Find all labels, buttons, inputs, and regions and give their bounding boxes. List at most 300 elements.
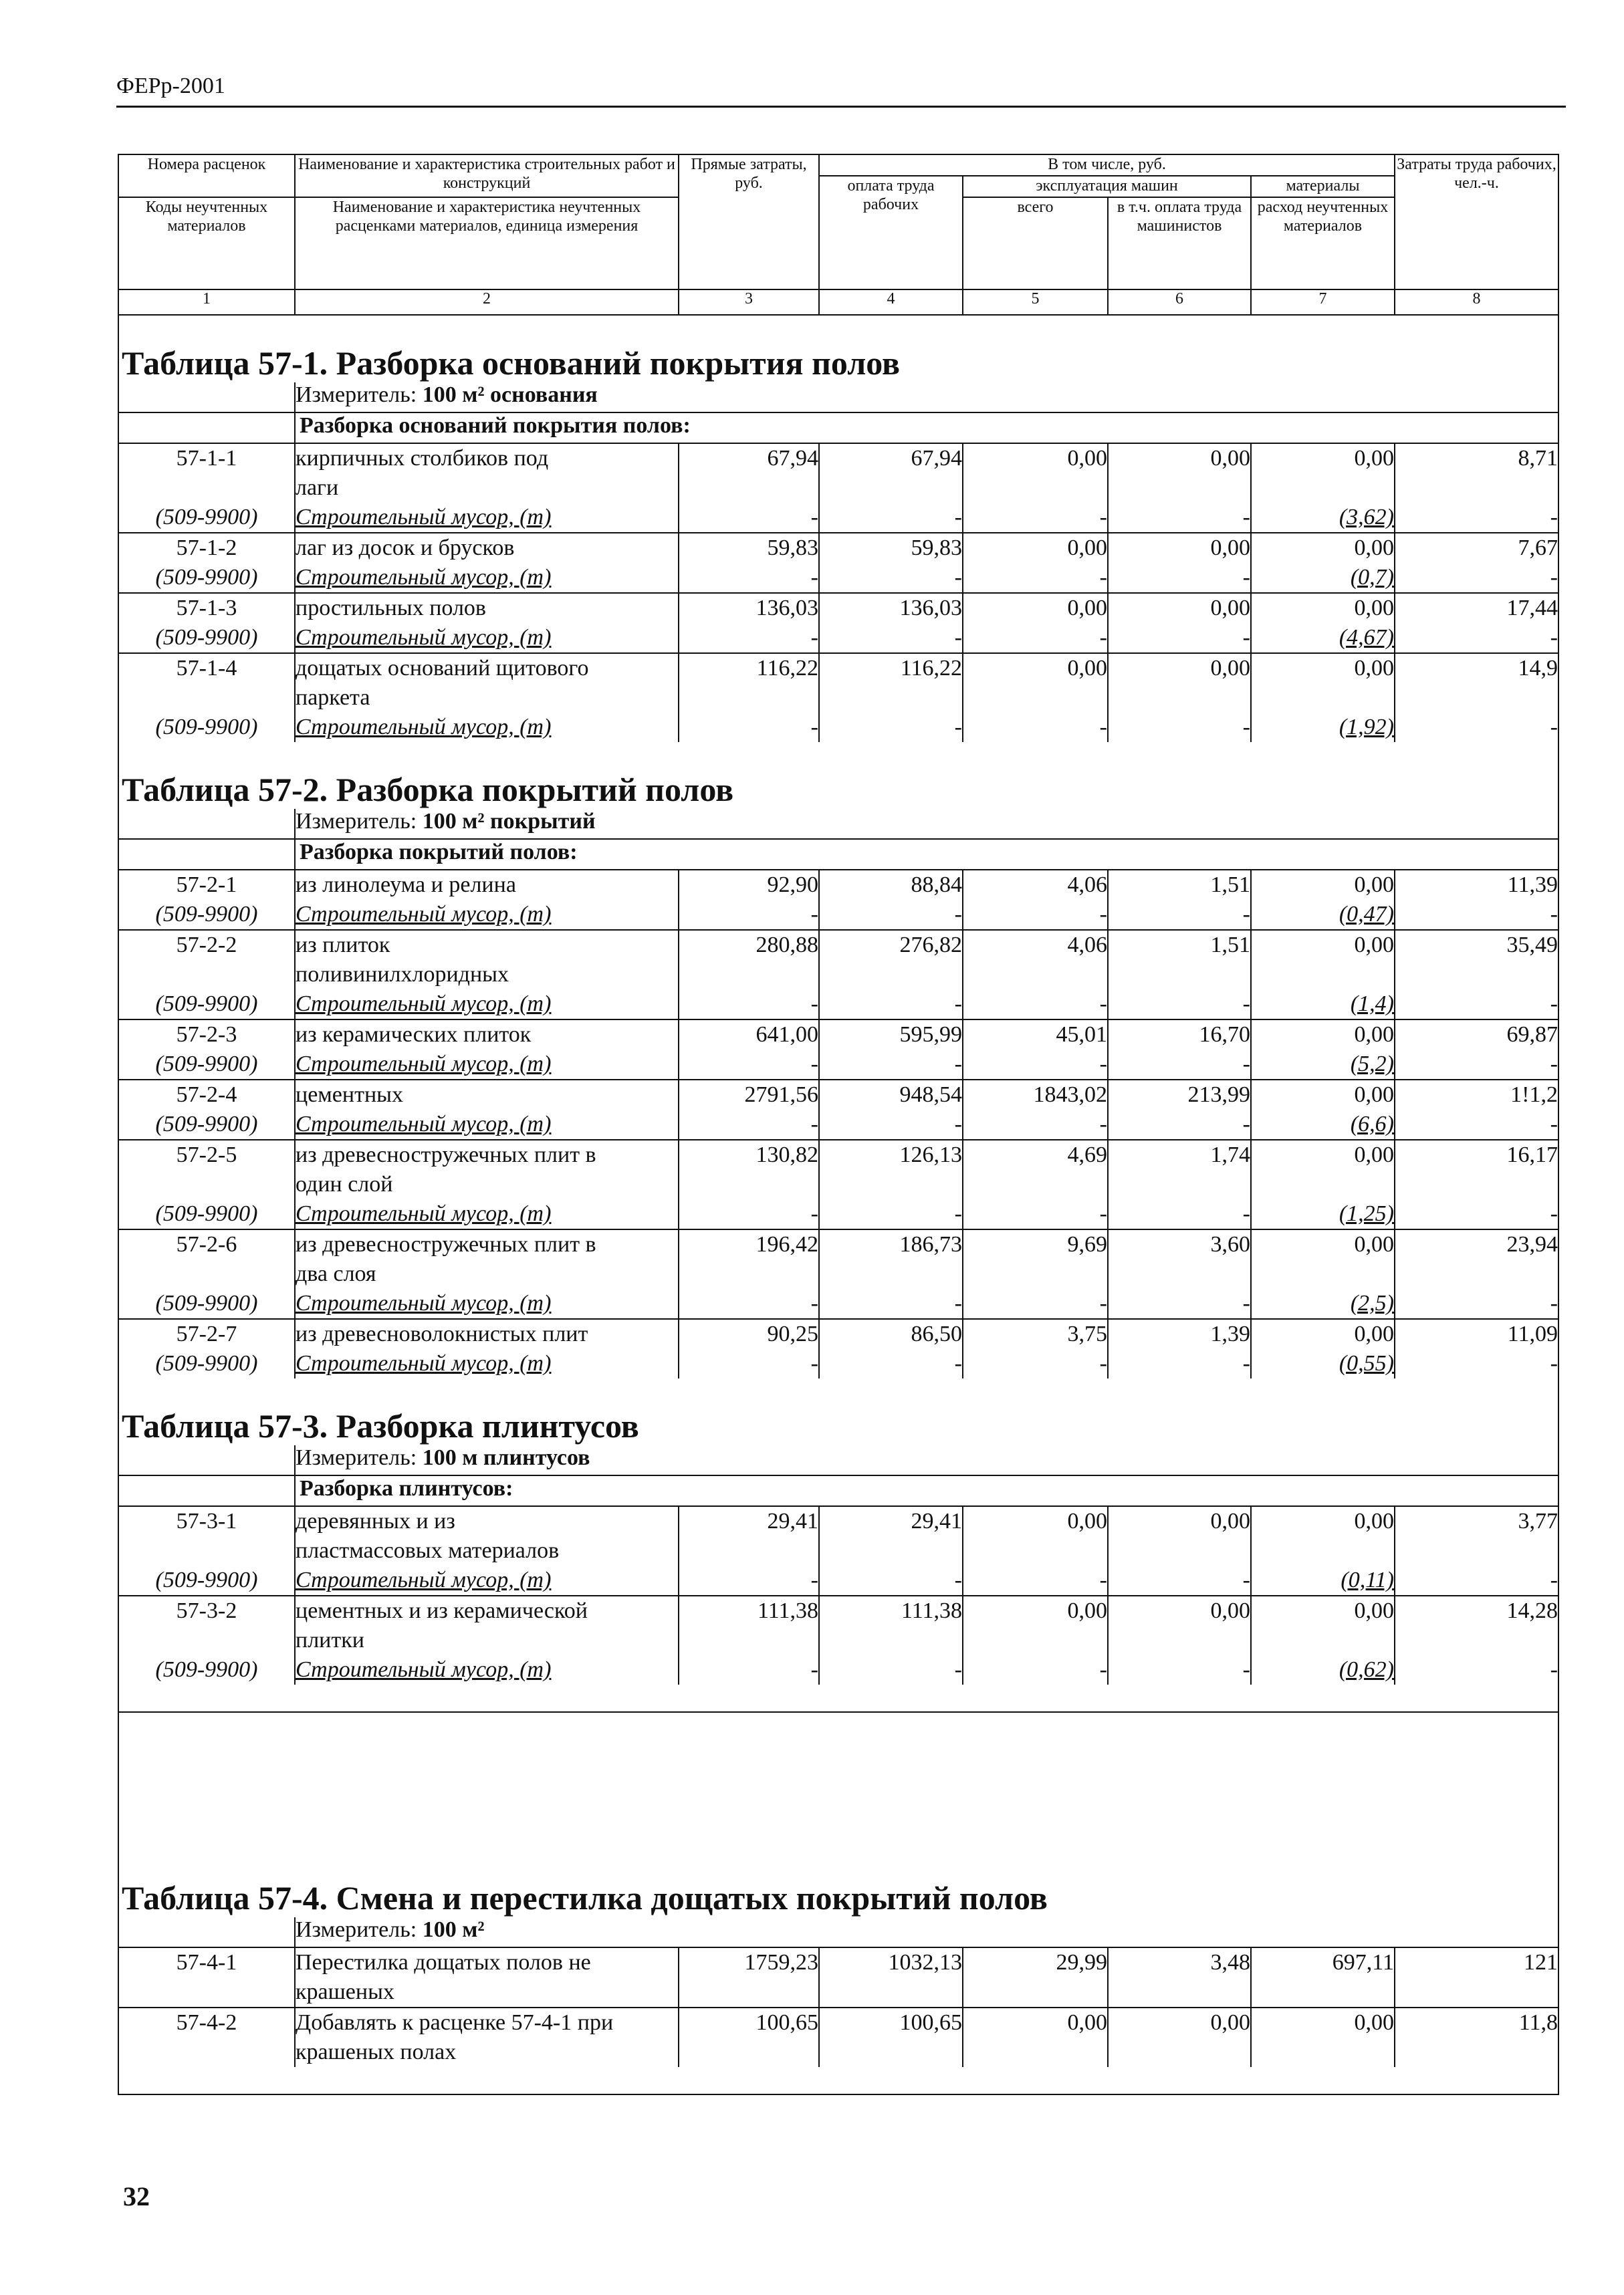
value-cell (679, 1319, 819, 1349)
value-cell (1251, 1947, 1395, 2008)
rate-code (118, 1596, 295, 1655)
value-text: - (810, 1052, 818, 1076)
value-cell (1395, 653, 1558, 713)
value-text: - (954, 991, 962, 1016)
value-text: 1,74 (1210, 1142, 1250, 1167)
code-text: 57-2-2 (176, 933, 237, 957)
work-name (295, 1229, 679, 1289)
value-cell (963, 1080, 1108, 1110)
table-title-row (118, 1399, 1558, 1445)
value-cell (679, 1050, 819, 1080)
material-name (295, 623, 679, 653)
value-cell (1395, 900, 1558, 930)
code-text: 57-3-2 (176, 1598, 237, 1623)
value-cell (963, 900, 1108, 930)
code-text: (509-9900) (155, 1291, 258, 1316)
value-text: 0,00 (1354, 1509, 1394, 1534)
spacer-cell (118, 1712, 1558, 1870)
name-line: из плиток (296, 933, 390, 957)
material-name (295, 1566, 679, 1596)
value-text: 0,00 (1354, 2010, 1394, 2035)
value-text: 16,17 (1506, 1142, 1558, 1167)
material-row (118, 563, 1558, 593)
value-text: - (810, 1112, 818, 1136)
value-text: - (1242, 1568, 1250, 1592)
value-text: - (1242, 505, 1250, 529)
header-materials: материалы (1251, 176, 1395, 197)
value-text: (0,62) (1339, 1657, 1394, 1682)
value-cell (819, 1140, 963, 1199)
value-cell (1108, 1947, 1251, 2008)
work-name (295, 1140, 679, 1199)
value-cell (1251, 503, 1395, 533)
value-cell (679, 870, 819, 900)
table-spacer (118, 1712, 1558, 1870)
value-text: - (954, 1112, 962, 1136)
value-cell (679, 900, 819, 930)
work-name (295, 653, 679, 713)
value-text: - (954, 1201, 962, 1226)
value-text: - (1242, 565, 1250, 590)
value-cell (1251, 1080, 1395, 1110)
table-spacer (118, 742, 1558, 762)
value-text: - (1550, 1657, 1558, 1682)
rate-row (118, 930, 1558, 989)
table-title-row (118, 1870, 1558, 1917)
value-cell (1251, 1596, 1395, 1655)
value-text: - (1242, 1201, 1250, 1226)
value-cell (679, 1566, 819, 1596)
value-cell (963, 1566, 1108, 1596)
value-text: 0,00 (1354, 596, 1394, 620)
table-gap-cell (118, 1685, 1558, 1712)
name-line: Строительный мусор, (т) (296, 991, 552, 1016)
material-name (295, 563, 679, 593)
value-cell (963, 533, 1108, 563)
value-text: - (1242, 991, 1250, 1016)
value-text: 67,94 (767, 446, 818, 471)
value-cell (1108, 900, 1251, 930)
value-text: 116,22 (900, 656, 962, 681)
work-name (295, 443, 679, 503)
value-cell (1108, 713, 1251, 742)
work-name (295, 593, 679, 623)
rate-code (118, 1506, 295, 1566)
value-text: - (1099, 1657, 1107, 1682)
value-cell (1251, 1019, 1395, 1050)
value-cell (1108, 2008, 1251, 2067)
code-text: (509-9900) (155, 715, 258, 739)
name-line-2: крашеных (296, 1979, 394, 2004)
value-cell (1251, 900, 1395, 930)
value-text: - (1550, 625, 1558, 650)
value-text: 3,60 (1210, 1232, 1250, 1257)
value-cell (1395, 989, 1558, 1019)
value-cell (963, 623, 1108, 653)
value-text: (3,62) (1339, 505, 1394, 529)
value-cell (1251, 1506, 1395, 1566)
value-cell (819, 1110, 963, 1140)
header-machines: эксплуатация машин (963, 176, 1251, 197)
table-title-row (118, 336, 1558, 382)
code-text: 57-2-4 (176, 1082, 237, 1107)
value-text: - (1550, 1568, 1558, 1592)
header-col8: Затраты труда рабочих, чел.-ч. (1395, 154, 1558, 289)
value-cell (679, 1229, 819, 1289)
value-cell (819, 1947, 963, 2008)
rate-row (118, 1506, 1558, 1566)
value-text: 948,54 (899, 1082, 962, 1107)
value-cell (963, 1199, 1108, 1229)
material-code (118, 1050, 295, 1080)
value-cell (819, 2008, 963, 2067)
rate-code (118, 2008, 295, 2067)
value-cell (1108, 1319, 1251, 1349)
value-text: - (1099, 1052, 1107, 1076)
value-cell (1108, 623, 1251, 653)
measure-row (118, 1917, 1558, 1947)
name-line-2: один слой (296, 1172, 393, 1197)
value-text: - (1242, 1657, 1250, 1682)
header-num: 2 (295, 289, 679, 315)
code-text: (509-9900) (155, 1351, 258, 1376)
value-cell (1108, 1289, 1251, 1319)
value-text: 4,06 (1067, 933, 1107, 957)
value-cell (1395, 1050, 1558, 1080)
rate-row (118, 1947, 1558, 2008)
measure-label: Измеритель: (296, 382, 423, 407)
value-text: - (1099, 505, 1107, 529)
material-code (118, 1566, 295, 1596)
value-text: 595,99 (899, 1022, 962, 1047)
value-text: 16,70 (1199, 1022, 1250, 1047)
value-cell (963, 870, 1108, 900)
value-text: 92,90 (767, 872, 818, 897)
spacer-cell (118, 742, 1558, 762)
header-num: 7 (1251, 289, 1395, 315)
code-text: (509-9900) (155, 991, 258, 1016)
value-cell (819, 1050, 963, 1080)
measure-spacer (118, 809, 295, 839)
value-text: 0,00 (1354, 1022, 1394, 1047)
material-code (118, 1289, 295, 1319)
value-text: 111,38 (901, 1598, 962, 1623)
header-col1-top: Номера расценок (118, 154, 295, 197)
value-cell (1108, 1199, 1251, 1229)
value-text: 29,99 (1056, 1950, 1107, 1975)
value-text: - (810, 625, 818, 650)
value-text: - (1242, 902, 1250, 927)
value-text: - (810, 1657, 818, 1682)
value-cell (963, 503, 1108, 533)
value-text: 0,00 (1067, 1598, 1107, 1623)
rate-code (118, 653, 295, 713)
value-cell (679, 989, 819, 1019)
value-text: (0,47) (1339, 902, 1394, 927)
material-code (118, 989, 295, 1019)
value-text: 8,71 (1518, 446, 1558, 471)
value-text: - (1242, 1351, 1250, 1376)
value-cell (1108, 503, 1251, 533)
value-text: - (954, 1568, 962, 1592)
value-text: 29,41 (911, 1509, 962, 1534)
table-title: Таблица 57-4. Смена и перестилка дощатых покрытий полов (118, 1870, 1558, 1917)
value-cell (1395, 1319, 1558, 1349)
header-col3: Прямые затраты, руб. (679, 154, 819, 289)
value-text: 1032,13 (888, 1950, 962, 1975)
value-cell (1108, 1140, 1251, 1199)
value-cell (963, 1140, 1108, 1199)
rate-row (118, 593, 1558, 623)
value-cell (1251, 930, 1395, 989)
name-line: деревянных и из (296, 1509, 455, 1534)
table-title: Таблица 57-2. Разборка покрытий полов (118, 762, 1558, 809)
value-text: 11,8 (1518, 2010, 1558, 2035)
work-name (295, 1947, 679, 2008)
value-cell (819, 1080, 963, 1110)
rate-code (118, 1229, 295, 1289)
value-text: (6,6) (1350, 1112, 1394, 1136)
value-text: - (1550, 1291, 1558, 1316)
value-text: 29,41 (767, 1509, 818, 1534)
code-text: 57-3-1 (176, 1509, 237, 1534)
value-text: 2791,56 (744, 1082, 818, 1107)
code-text: 57-1-3 (176, 596, 237, 620)
table-gap (118, 1685, 1558, 1712)
rates-table (118, 154, 1559, 2095)
value-text: (1,92) (1339, 715, 1394, 739)
material-name (295, 1110, 679, 1140)
value-text: - (1550, 1201, 1558, 1226)
value-text: 0,00 (1354, 872, 1394, 897)
header-row-1 (118, 154, 1558, 176)
material-row (118, 1110, 1558, 1140)
name-line-2: два слоя (296, 1261, 376, 1286)
code-text: 57-2-6 (176, 1232, 237, 1257)
measure-value: 100 м² основания (422, 382, 598, 407)
value-text: - (954, 1052, 962, 1076)
header-group: В том числе, руб. (819, 154, 1395, 176)
measure-row (118, 382, 1558, 412)
code-text: 57-2-5 (176, 1142, 237, 1167)
measure-label: Измеритель: (296, 809, 423, 834)
value-cell (1395, 1080, 1558, 1110)
value-text: - (810, 1291, 818, 1316)
value-text: - (1099, 1201, 1107, 1226)
value-cell (679, 1289, 819, 1319)
value-cell (1395, 713, 1558, 742)
material-row (118, 900, 1558, 930)
name-line: Строительный мусор, (т) (296, 505, 552, 529)
value-cell (679, 1506, 819, 1566)
value-text: - (1550, 1351, 1558, 1376)
header-num: 6 (1108, 289, 1251, 315)
value-text: 45,01 (1056, 1022, 1107, 1047)
rate-row (118, 1019, 1558, 1050)
name-line: Строительный мусор, (т) (296, 1112, 552, 1136)
value-text: - (810, 1568, 818, 1592)
value-cell (679, 503, 819, 533)
value-cell (1251, 533, 1395, 563)
code-text: 57-1-1 (176, 446, 237, 471)
value-text: 100,65 (899, 2010, 962, 2035)
value-text: (4,67) (1339, 625, 1394, 650)
rate-code (118, 443, 295, 503)
value-text: - (1242, 1052, 1250, 1076)
value-text: - (1099, 625, 1107, 650)
value-text: 186,73 (899, 1232, 962, 1257)
value-text: 1759,23 (744, 1950, 818, 1975)
value-cell (1251, 1319, 1395, 1349)
section-title: Разборка оснований покрытия полов: (295, 412, 1558, 443)
value-cell (1251, 1229, 1395, 1289)
value-cell (1251, 653, 1395, 713)
name-line: Строительный мусор, (т) (296, 1052, 552, 1076)
code-text: (509-9900) (155, 1052, 258, 1076)
section-row (118, 412, 1558, 443)
value-text: 0,00 (1354, 1082, 1394, 1107)
value-cell (963, 563, 1108, 593)
value-text: 111,38 (758, 1598, 818, 1623)
value-text: 0,00 (1354, 1142, 1394, 1167)
value-cell (1251, 1655, 1395, 1685)
name-line: из керамических плиток (296, 1022, 532, 1047)
name-line: из древесностружечных плит в (296, 1232, 596, 1257)
value-text: 35,49 (1506, 933, 1558, 957)
value-cell (1251, 989, 1395, 1019)
value-text: 0,00 (1354, 656, 1394, 681)
value-text: 280,88 (756, 933, 818, 957)
value-text: 86,50 (911, 1322, 962, 1346)
material-name (295, 503, 679, 533)
value-text: 23,94 (1506, 1232, 1558, 1257)
section-title: Разборка покрытий полов: (295, 839, 1558, 870)
name-line: Строительный мусор, (т) (296, 1351, 552, 1376)
material-name (295, 989, 679, 1019)
section-row (118, 1475, 1558, 1506)
value-cell (819, 1199, 963, 1229)
value-text: 641,00 (756, 1022, 818, 1047)
rate-row (118, 1229, 1558, 1289)
code-text: 57-2-3 (176, 1022, 237, 1047)
value-text: - (1550, 1052, 1558, 1076)
value-cell (1395, 533, 1558, 563)
code-text: (509-9900) (155, 505, 258, 529)
rate-code (118, 1319, 295, 1349)
name-line: из древесноволокнистых плит (296, 1322, 588, 1346)
value-cell (1395, 1506, 1558, 1566)
value-cell (1108, 563, 1251, 593)
header-numbers-row (118, 289, 1558, 315)
value-text: - (1550, 505, 1558, 529)
value-cell (963, 1655, 1108, 1685)
value-text: 136,03 (899, 596, 962, 620)
material-code (118, 623, 295, 653)
code-text: (509-9900) (155, 902, 258, 927)
value-cell (963, 653, 1108, 713)
code-text: (509-9900) (155, 1657, 258, 1682)
value-cell (819, 1566, 963, 1596)
value-text: 1!1,2 (1510, 1082, 1558, 1107)
value-text: - (1242, 625, 1250, 650)
rate-code (118, 930, 295, 989)
page-header: ФЕРр-2001 (116, 74, 225, 98)
material-row (118, 1566, 1558, 1596)
rate-row (118, 1140, 1558, 1199)
material-code (118, 1349, 295, 1378)
material-code (118, 713, 295, 742)
work-name (295, 870, 679, 900)
value-text: - (954, 1657, 962, 1682)
value-cell (1108, 1229, 1251, 1289)
measure-text (295, 382, 1558, 412)
code-text: 57-1-4 (176, 656, 237, 681)
material-name (295, 1655, 679, 1685)
value-cell (963, 1947, 1108, 2008)
value-cell (963, 443, 1108, 503)
value-cell (679, 930, 819, 989)
value-text: 116,22 (756, 656, 818, 681)
value-cell (1395, 1019, 1558, 1050)
value-text: 0,00 (1210, 535, 1250, 560)
value-cell (679, 653, 819, 713)
value-cell (1395, 1140, 1558, 1199)
value-cell (819, 1349, 963, 1378)
material-row (118, 713, 1558, 742)
rate-code (118, 1947, 295, 2008)
header-num: 4 (819, 289, 963, 315)
value-cell (1251, 1566, 1395, 1596)
section-spacer (118, 412, 295, 443)
value-cell (963, 2008, 1108, 2067)
value-cell (1108, 593, 1251, 623)
value-text: 0,00 (1354, 1598, 1394, 1623)
measure-text (295, 1917, 1558, 1947)
value-text: 67,94 (911, 446, 962, 471)
rate-row (118, 1080, 1558, 1110)
name-line: Строительный мусор, (т) (296, 1291, 552, 1316)
name-line: Строительный мусор, (т) (296, 1568, 552, 1592)
value-cell (1108, 1110, 1251, 1140)
value-cell (819, 1655, 963, 1685)
work-name (295, 2008, 679, 2067)
value-cell (1395, 870, 1558, 900)
value-text: 100,65 (756, 2010, 818, 2035)
name-line-2: паркета (296, 685, 370, 710)
value-text: 0,00 (1210, 596, 1250, 620)
name-line: Перестилка дощатых полов не (296, 1950, 591, 1975)
material-code (118, 1655, 295, 1685)
value-text: 88,84 (911, 872, 962, 897)
rates-table-body (118, 154, 1558, 2094)
value-text: 3,48 (1210, 1950, 1250, 1975)
value-cell (679, 563, 819, 593)
value-cell (679, 1349, 819, 1378)
value-cell (1251, 623, 1395, 653)
value-text: - (954, 1291, 962, 1316)
material-row (118, 1050, 1558, 1080)
value-cell (819, 900, 963, 930)
value-text: 0,00 (1210, 1509, 1250, 1534)
value-cell (679, 1019, 819, 1050)
value-text: (0,11) (1341, 1568, 1394, 1592)
name-line: дощатых оснований щитового (296, 656, 589, 681)
value-text: (0,55) (1339, 1351, 1394, 1376)
name-line: цементных (296, 1082, 403, 1107)
value-cell (1251, 1349, 1395, 1378)
value-cell (1251, 1199, 1395, 1229)
header-col6: в т.ч. оплата труда машинистов (1108, 197, 1251, 289)
